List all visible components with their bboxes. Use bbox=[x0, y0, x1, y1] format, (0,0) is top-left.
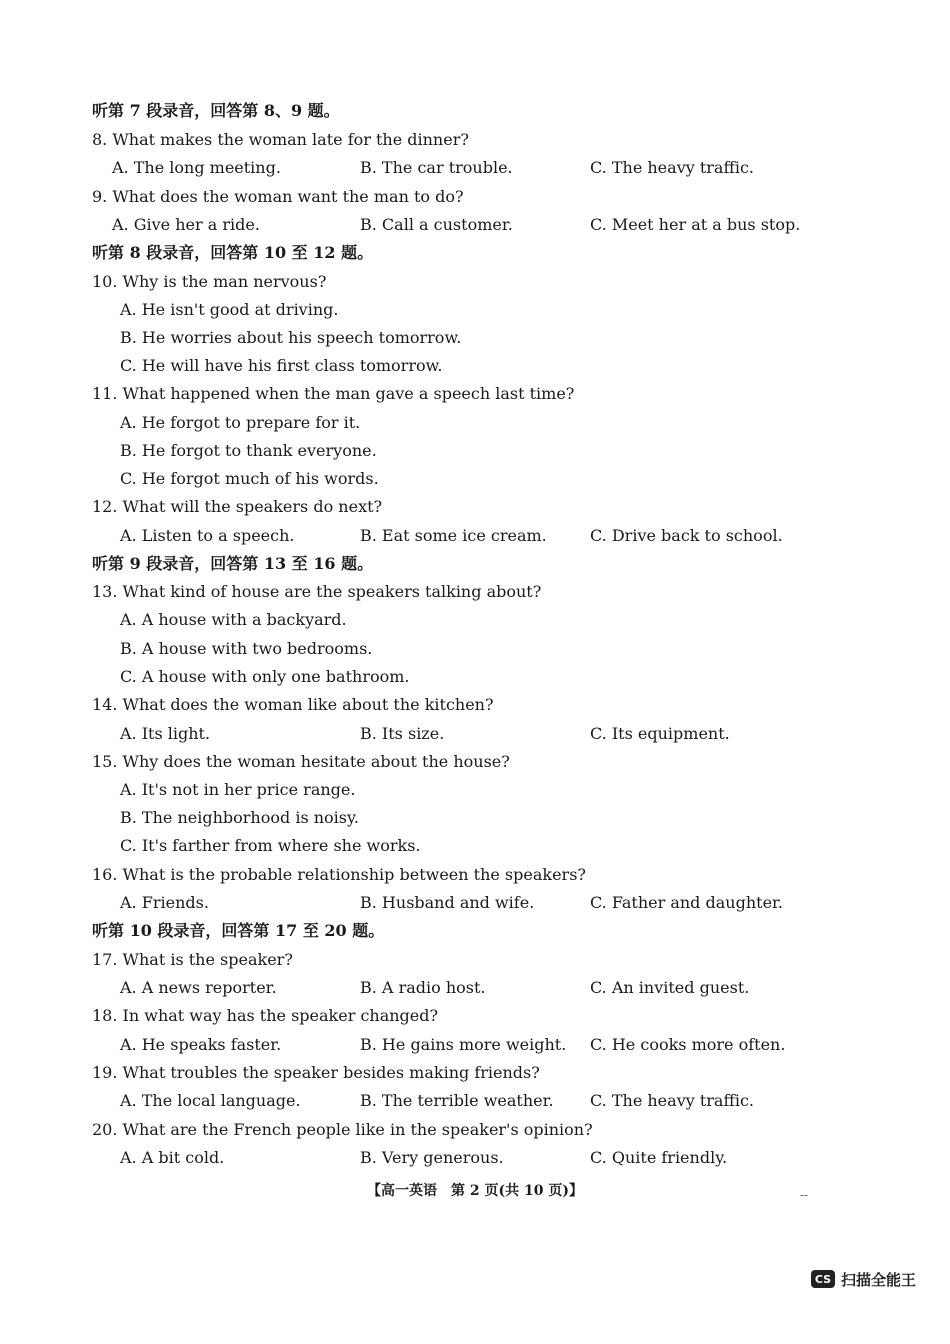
question-12-options bbox=[0, 523, 950, 549]
watermark-text: 扫描全能王 bbox=[840, 1270, 916, 1289]
option-a: A. He speaks faster. bbox=[120, 1035, 282, 1054]
question-15: 15. Why does the woman hesitate about the house? bbox=[92, 752, 510, 771]
option-c: C. Drive back to school. bbox=[590, 526, 783, 545]
question-8: 8. What makes the woman late for the dinner? bbox=[92, 130, 469, 149]
section-heading-7: 听第 7 段录音，回答第 8、9 题。 bbox=[92, 101, 340, 120]
question-9: 9. What does the woman want the man to do? bbox=[92, 187, 464, 206]
question-14: 14. What does the woman like about the kitchen? bbox=[92, 695, 494, 714]
question-15-option-b: B. The neighborhood is noisy. bbox=[120, 808, 359, 827]
question-11-option-b: B. He forgot to thank everyone. bbox=[120, 441, 377, 460]
question-13-option-a: A. A house with a backyard. bbox=[120, 610, 347, 629]
question-15-option-a: A. It's not in her price range. bbox=[120, 780, 356, 799]
option-a: A. A news reporter. bbox=[120, 978, 277, 997]
question-17: 17. What is the speaker? bbox=[92, 950, 293, 969]
section-heading-10: 听第 10 段录音，回答第 17 至 20 题。 bbox=[92, 921, 385, 940]
camscanner-logo-icon: CS bbox=[811, 1270, 835, 1288]
option-a: A. Listen to a speech. bbox=[120, 526, 295, 545]
option-b: B. The terrible weather. bbox=[360, 1091, 554, 1110]
question-15-option-c: C. It's farther from where she works. bbox=[120, 836, 421, 855]
question-11-option-c: C. He forgot much of his words. bbox=[120, 469, 379, 488]
option-c: C. Meet her at a bus stop. bbox=[590, 215, 801, 234]
option-b: B. He gains more weight. bbox=[360, 1035, 567, 1054]
question-19: 19. What troubles the speaker besides making friends? bbox=[92, 1063, 540, 1082]
question-20: 20. What are the French people like in the speaker's opinion? bbox=[92, 1120, 593, 1139]
section-heading-9: 听第 9 段录音，回答第 13 至 16 题。 bbox=[92, 554, 374, 573]
question-13-option-b: B. A house with two bedrooms. bbox=[120, 639, 373, 658]
option-c: C. The heavy traffic. bbox=[590, 158, 754, 177]
option-b: B. Its size. bbox=[360, 724, 445, 743]
option-c: C. He cooks more often. bbox=[590, 1035, 786, 1054]
question-18: 18. In what way has the speaker changed? bbox=[92, 1006, 439, 1025]
option-c: C. Its equipment. bbox=[590, 724, 730, 743]
option-c: C. The heavy traffic. bbox=[590, 1091, 754, 1110]
scanner-watermark bbox=[811, 1267, 916, 1291]
question-16: 16. What is the probable relationship between the speakers? bbox=[92, 865, 586, 884]
question-19-options bbox=[0, 1088, 950, 1114]
question-13: 13. What kind of house are the speakers talking about? bbox=[92, 582, 542, 601]
option-b: B. The car trouble. bbox=[360, 158, 513, 177]
question-10: 10. Why is the man nervous? bbox=[92, 272, 327, 291]
question-10-option-a: A. He isn't good at driving. bbox=[120, 300, 339, 319]
option-c: C. An invited guest. bbox=[590, 978, 750, 997]
question-12: 12. What will the speakers do next? bbox=[92, 497, 383, 516]
option-c: C. Quite friendly. bbox=[590, 1148, 728, 1167]
footer-mark: -- bbox=[800, 1188, 809, 1202]
option-a: A. Friends. bbox=[120, 893, 209, 912]
option-b: B. Very generous. bbox=[360, 1148, 504, 1167]
option-a: A. The local language. bbox=[120, 1091, 301, 1110]
question-14-options bbox=[0, 721, 950, 747]
option-b: B. Husband and wife. bbox=[360, 893, 535, 912]
question-11: 11. What happened when the man gave a speech last time? bbox=[92, 384, 575, 403]
option-a: A. Give her a ride. bbox=[112, 215, 260, 234]
option-a: A. A bit cold. bbox=[120, 1148, 225, 1167]
question-18-options bbox=[0, 1032, 950, 1058]
question-13-option-c: C. A house with only one bathroom. bbox=[120, 667, 410, 686]
option-b: B. Call a customer. bbox=[360, 215, 513, 234]
question-10-option-c: C. He will have his first class tomorrow. bbox=[120, 356, 443, 375]
option-a: A. The long meeting. bbox=[112, 158, 281, 177]
option-b: B. Eat some ice cream. bbox=[360, 526, 547, 545]
option-b: B. A radio host. bbox=[360, 978, 486, 997]
page-footer: 【高一英语 第 2 页(共 10 页)】 bbox=[367, 1183, 583, 1199]
question-17-options bbox=[0, 975, 950, 1001]
question-16-options bbox=[0, 890, 950, 916]
section-heading-8: 听第 8 段录音，回答第 10 至 12 题。 bbox=[92, 243, 374, 262]
question-9-options bbox=[0, 212, 950, 238]
question-8-options bbox=[0, 155, 950, 181]
question-10-option-b: B. He worries about his speech tomorrow. bbox=[120, 328, 462, 347]
question-20-options bbox=[0, 1145, 950, 1171]
option-a: A. Its light. bbox=[120, 724, 211, 743]
option-c: C. Father and daughter. bbox=[590, 893, 784, 912]
question-11-option-a: A. He forgot to prepare for it. bbox=[120, 413, 361, 432]
